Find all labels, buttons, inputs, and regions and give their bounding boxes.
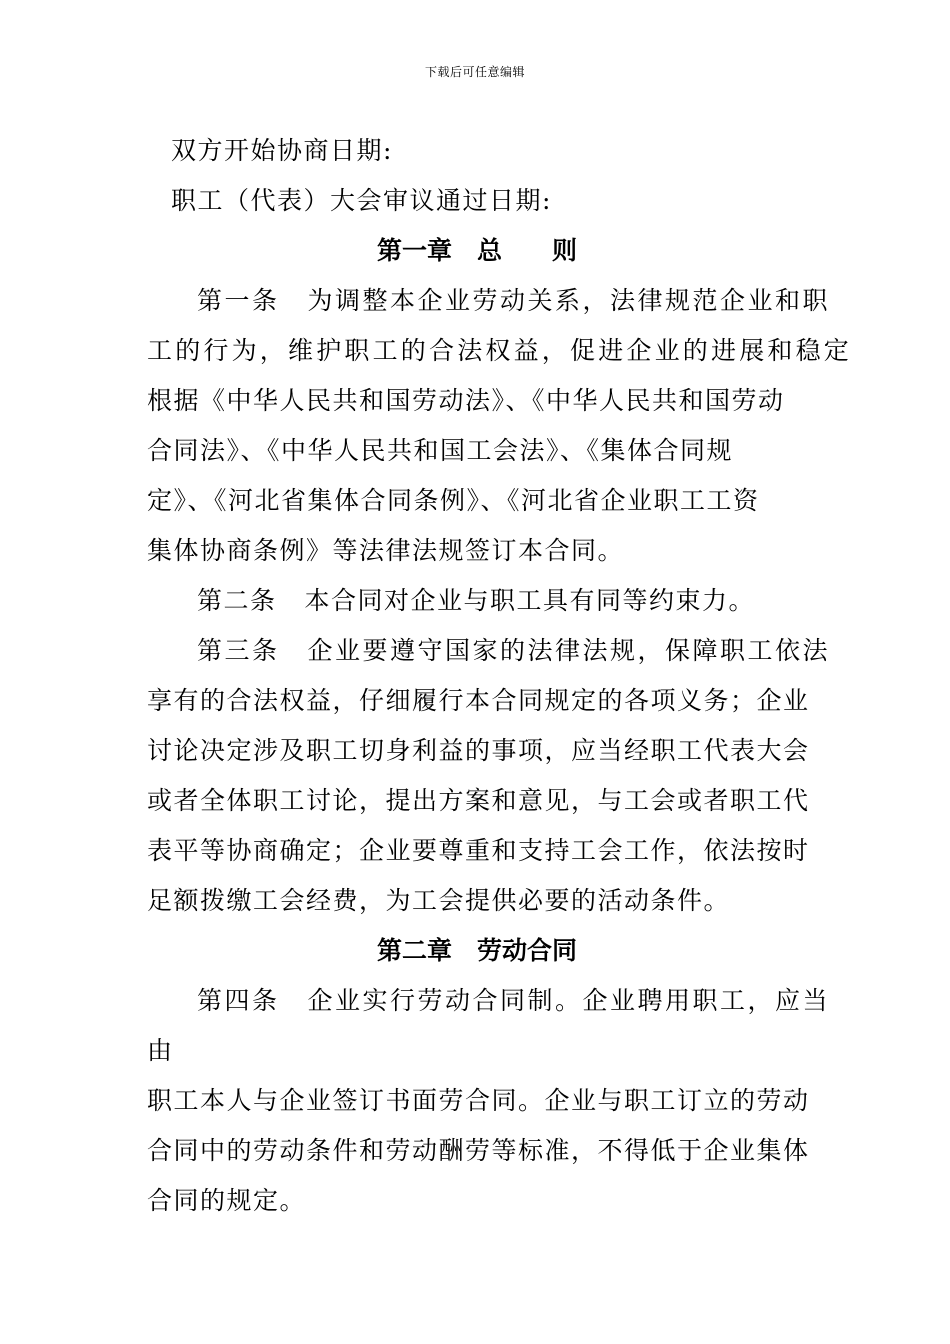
article-4-label: 第四条 bbox=[197, 986, 280, 1015]
article-1-line-1 bbox=[147, 276, 831, 326]
article-4-line-1 bbox=[147, 976, 831, 1026]
article-4-line-5: 合同的规定。 bbox=[147, 1186, 307, 1215]
document-body bbox=[147, 126, 853, 1226]
article-4-text: 企业实行劳动合同制。企业聘用职工，应当 bbox=[307, 986, 831, 1015]
chapter-2-title: 第二章 劳动合同 bbox=[376, 936, 577, 965]
article-2-label: 第二条 bbox=[197, 586, 277, 615]
article-3-line-5: 表平等协商确定；企业要尊重和支持工会工作，依法按时 bbox=[147, 836, 810, 865]
article-1-line-4: 合同法》、《中华人民共和国工会法》、《集体合同规 bbox=[147, 436, 734, 465]
article-3-line-6: 足额拨缴工会经费，为工会提供必要的活动条件。 bbox=[147, 886, 731, 915]
article-1-line-2: 工的行为，维护职工的合法权益，促进企业的进展和稳定 bbox=[147, 336, 853, 365]
article-3-text: 企业要遵守国家的法律法规，保障职工依法 bbox=[307, 636, 831, 665]
article-3-line-1 bbox=[147, 626, 831, 676]
article-1-line-6: 集体协商条例》等法律法规签订本合同。 bbox=[147, 536, 625, 565]
approval-date-line: 职工（代表）大会审议通过日期: bbox=[171, 186, 552, 215]
chapter-1-title: 第一章 总 则 bbox=[376, 236, 577, 265]
article-3-label: 第三条 bbox=[197, 636, 280, 665]
article-1-label: 第一条 bbox=[197, 286, 280, 315]
article-4-line-2: 由 bbox=[147, 1036, 173, 1065]
article-1-text: 为调整本企业劳动关系，法律规范企业和职 bbox=[307, 286, 831, 315]
article-4-line-3: 职工本人与企业签订书面劳合同。企业与职工订立的劳动 bbox=[147, 1086, 810, 1115]
negotiation-start-date-line: 双方开始协商日期: bbox=[171, 136, 393, 165]
article-2-text: 本合同对企业与职工具有同等约束力。 bbox=[304, 586, 756, 615]
page-header: 下载后可任意编辑 bbox=[424, 65, 525, 79]
article-3-line-2: 享有的合法权益，仔细履行本合同规定的各项义务；企业 bbox=[147, 686, 810, 715]
article-1-line-5: 定》、《河北省集体合同条例》、《河北省企业职工工资 bbox=[147, 486, 760, 515]
article-2-line-1 bbox=[147, 576, 807, 626]
article-3-line-3: 讨论决定涉及职工切身利益的事项，应当经职工代表大会 bbox=[147, 736, 810, 765]
article-3-line-4: 或者全体职工讨论，提出方案和意见，与工会或者职工代 bbox=[147, 786, 810, 815]
article-4-line-4: 合同中的劳动条件和劳动酬劳等标准，不得低于企业集体 bbox=[147, 1136, 810, 1165]
article-1-line-3: 根据《中华人民共和国劳动法》、《中华人民共和国劳动 bbox=[147, 386, 785, 415]
